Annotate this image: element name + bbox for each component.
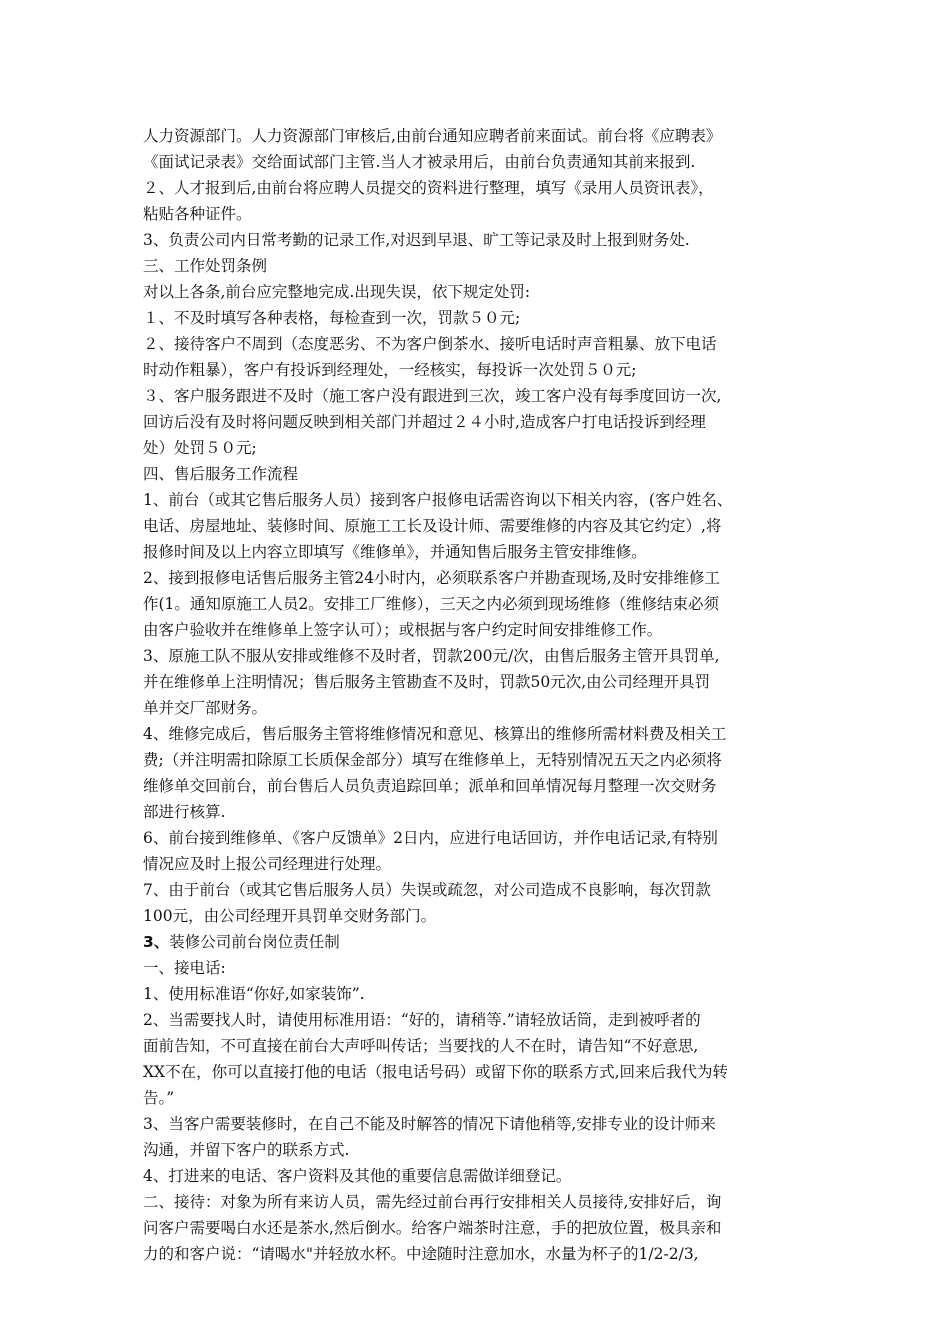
text-line: 4、维修完成后，售后服务主管将维修情况和意见、核算出的维修所需材料费及相关工	[143, 725, 727, 743]
text-line: 100元，由公司经理开具罚单交财务部门。	[143, 907, 437, 925]
text-line: 由客户验收并在维修单上签字认可）；或根据与客户约定时间安排维修工作。	[143, 621, 663, 639]
text-line: 2、当需要找人时，请使用标准用语：“好的，请稍等.”请轻放话筒，走到被呼者的	[143, 1011, 701, 1029]
text-line: 作(1。通知原施工人员2。安排工厂维修），三天之内必须到现场维修（维修结束必须	[143, 595, 720, 613]
text-line: ２、人才报到后,由前台将应聘人员提交的资料进行整理，填写《录用人员资讯表》，	[143, 179, 714, 197]
document-body-part-2	[143, 955, 811, 1267]
text-line: 维修单交回前台，前台售后人员负责追踪回单；派单和回单情况每月整理一次交财务	[143, 777, 717, 795]
text-line: 4、打进来的电话、客户资料及其他的重要信息需做详细登记。	[143, 1167, 572, 1185]
text-line: 情况应及时上报公司经理进行处理。	[143, 855, 392, 873]
text-line: 四、售后服务工作流程	[143, 465, 299, 483]
text-line: 1、使用标准语“你好,如家装饰”.	[143, 985, 365, 1003]
text-line: XX不在，你可以直接打他的电话（报电话号码）或留下你的联系方式,回来后我代为转	[143, 1063, 728, 1081]
text-line: 对以上各条,前台应完整地完成.出现失误，依下规定处罚:	[143, 283, 531, 301]
text-line: 3、当客户需要装修时，在自己不能及时解答的情况下请他稍等,安排专业的设计师来	[143, 1115, 716, 1133]
text-line: 问客户需要喝白水还是茶水,然后倒水。给客户端茶时注意，手的把放位置，极具亲和	[143, 1219, 722, 1237]
text-line: 3、负责公司内日常考勤的记录工作,对迟到早退、旷工等记录及时上报到财务处.	[143, 231, 690, 249]
text-line: ２、接待客户不周到（态度恶劣、不为客户倒茶水、接听电话时声音粗暴、放下电话	[143, 335, 717, 353]
text-line: 电话、房屋地址、装修时间、原施工工长及设计师、需要维修的内容及其它约定）,将	[143, 517, 722, 535]
text-line: 1、前台（或其它售后服务人员）接到客户报修电话需咨询以下相关内容，(客户姓名、	[143, 491, 733, 509]
text-line: 6、前台接到维修单、《客户反馈单》2日内，应进行电话回访，并作电话记录,有特别	[143, 829, 718, 847]
text-line: 部进行核算.	[143, 803, 226, 821]
text-line: 人力资源部门。人力资源部门审核后,由前台通知应聘者前来面试。前台将《应聘表》	[143, 127, 722, 145]
text-line: １、不及时填写各种表格，每检查到一次，罚款５０元;	[143, 309, 521, 327]
text-line: 7、由于前台（或其它售后服务人员）失误或疏忽，对公司造成不良影响，每次罚款	[143, 881, 711, 899]
section-number: 3、	[143, 933, 170, 951]
text-line: 一、接电话:	[143, 959, 226, 977]
text-line: 《面试记录表》交给面试部门主管.当人才被录用后，由前台负责通知其前来报到.	[143, 153, 696, 171]
text-line: 力的和客户说：“请喝水"并轻放水杯。中途随时注意加水，水量为杯子的1/2-2/3,	[143, 1245, 699, 1263]
text-line: 并在维修单上注明情况；售后服务主管勘查不及时，罚款50元次,由公司经理开具罚	[143, 673, 711, 691]
text-line: 单并交厂部财务。	[143, 699, 268, 717]
document-page	[143, 123, 811, 1267]
text-line: 费;（并注明需扣除原工长质保金部分）填写在维修单上，无特别情况五天之内必须将	[143, 751, 722, 769]
text-line: ３、客户服务跟进不及时（施工客户没有跟进到三次，竣工客户没有每季度回访一次,	[143, 387, 722, 405]
text-line: 告。”	[143, 1089, 175, 1107]
text-line: 回访后没有及时将问题反映到相关部门并超过２４小时,造成客户打电话投诉到经理	[143, 413, 706, 431]
text-line: 沟通，并留下客户的联系方式.	[143, 1141, 350, 1159]
text-line: 处）处罚５０元;	[143, 439, 257, 457]
text-line: 三、工作处罚条例	[143, 257, 268, 275]
text-line: 面前告知，不可直接在前台大声呼叫传话；当要找的人不在时，请告知“不好意思,	[143, 1037, 699, 1055]
document-body-part-1	[143, 123, 811, 929]
text-line: 报修时间及以上内容立即填写《维修单》，并通知售后服务主管安排维修。	[143, 543, 647, 561]
text-line: 粘贴各种证件。	[143, 205, 252, 223]
section-heading	[143, 929, 811, 955]
text-line: 二、接待：对象为所有来访人员，需先经过前台再行安排相关人员接待,安排好后，询	[143, 1193, 722, 1211]
section-title: 装修公司前台岗位责任制	[169, 933, 340, 951]
text-line: 时动作粗暴），客户有投诉到经理处，一经核实，每投诉一次处罚５０元;	[143, 361, 637, 379]
text-line: 3、原施工队不服从安排或维修不及时者，罚款200元/次，由售后服务主管开具罚单,	[143, 647, 720, 665]
text-line: 2、接到报修电话售后服务主管24小时内，必须联系客户并勘查现场,及时安排维修工	[143, 569, 721, 587]
